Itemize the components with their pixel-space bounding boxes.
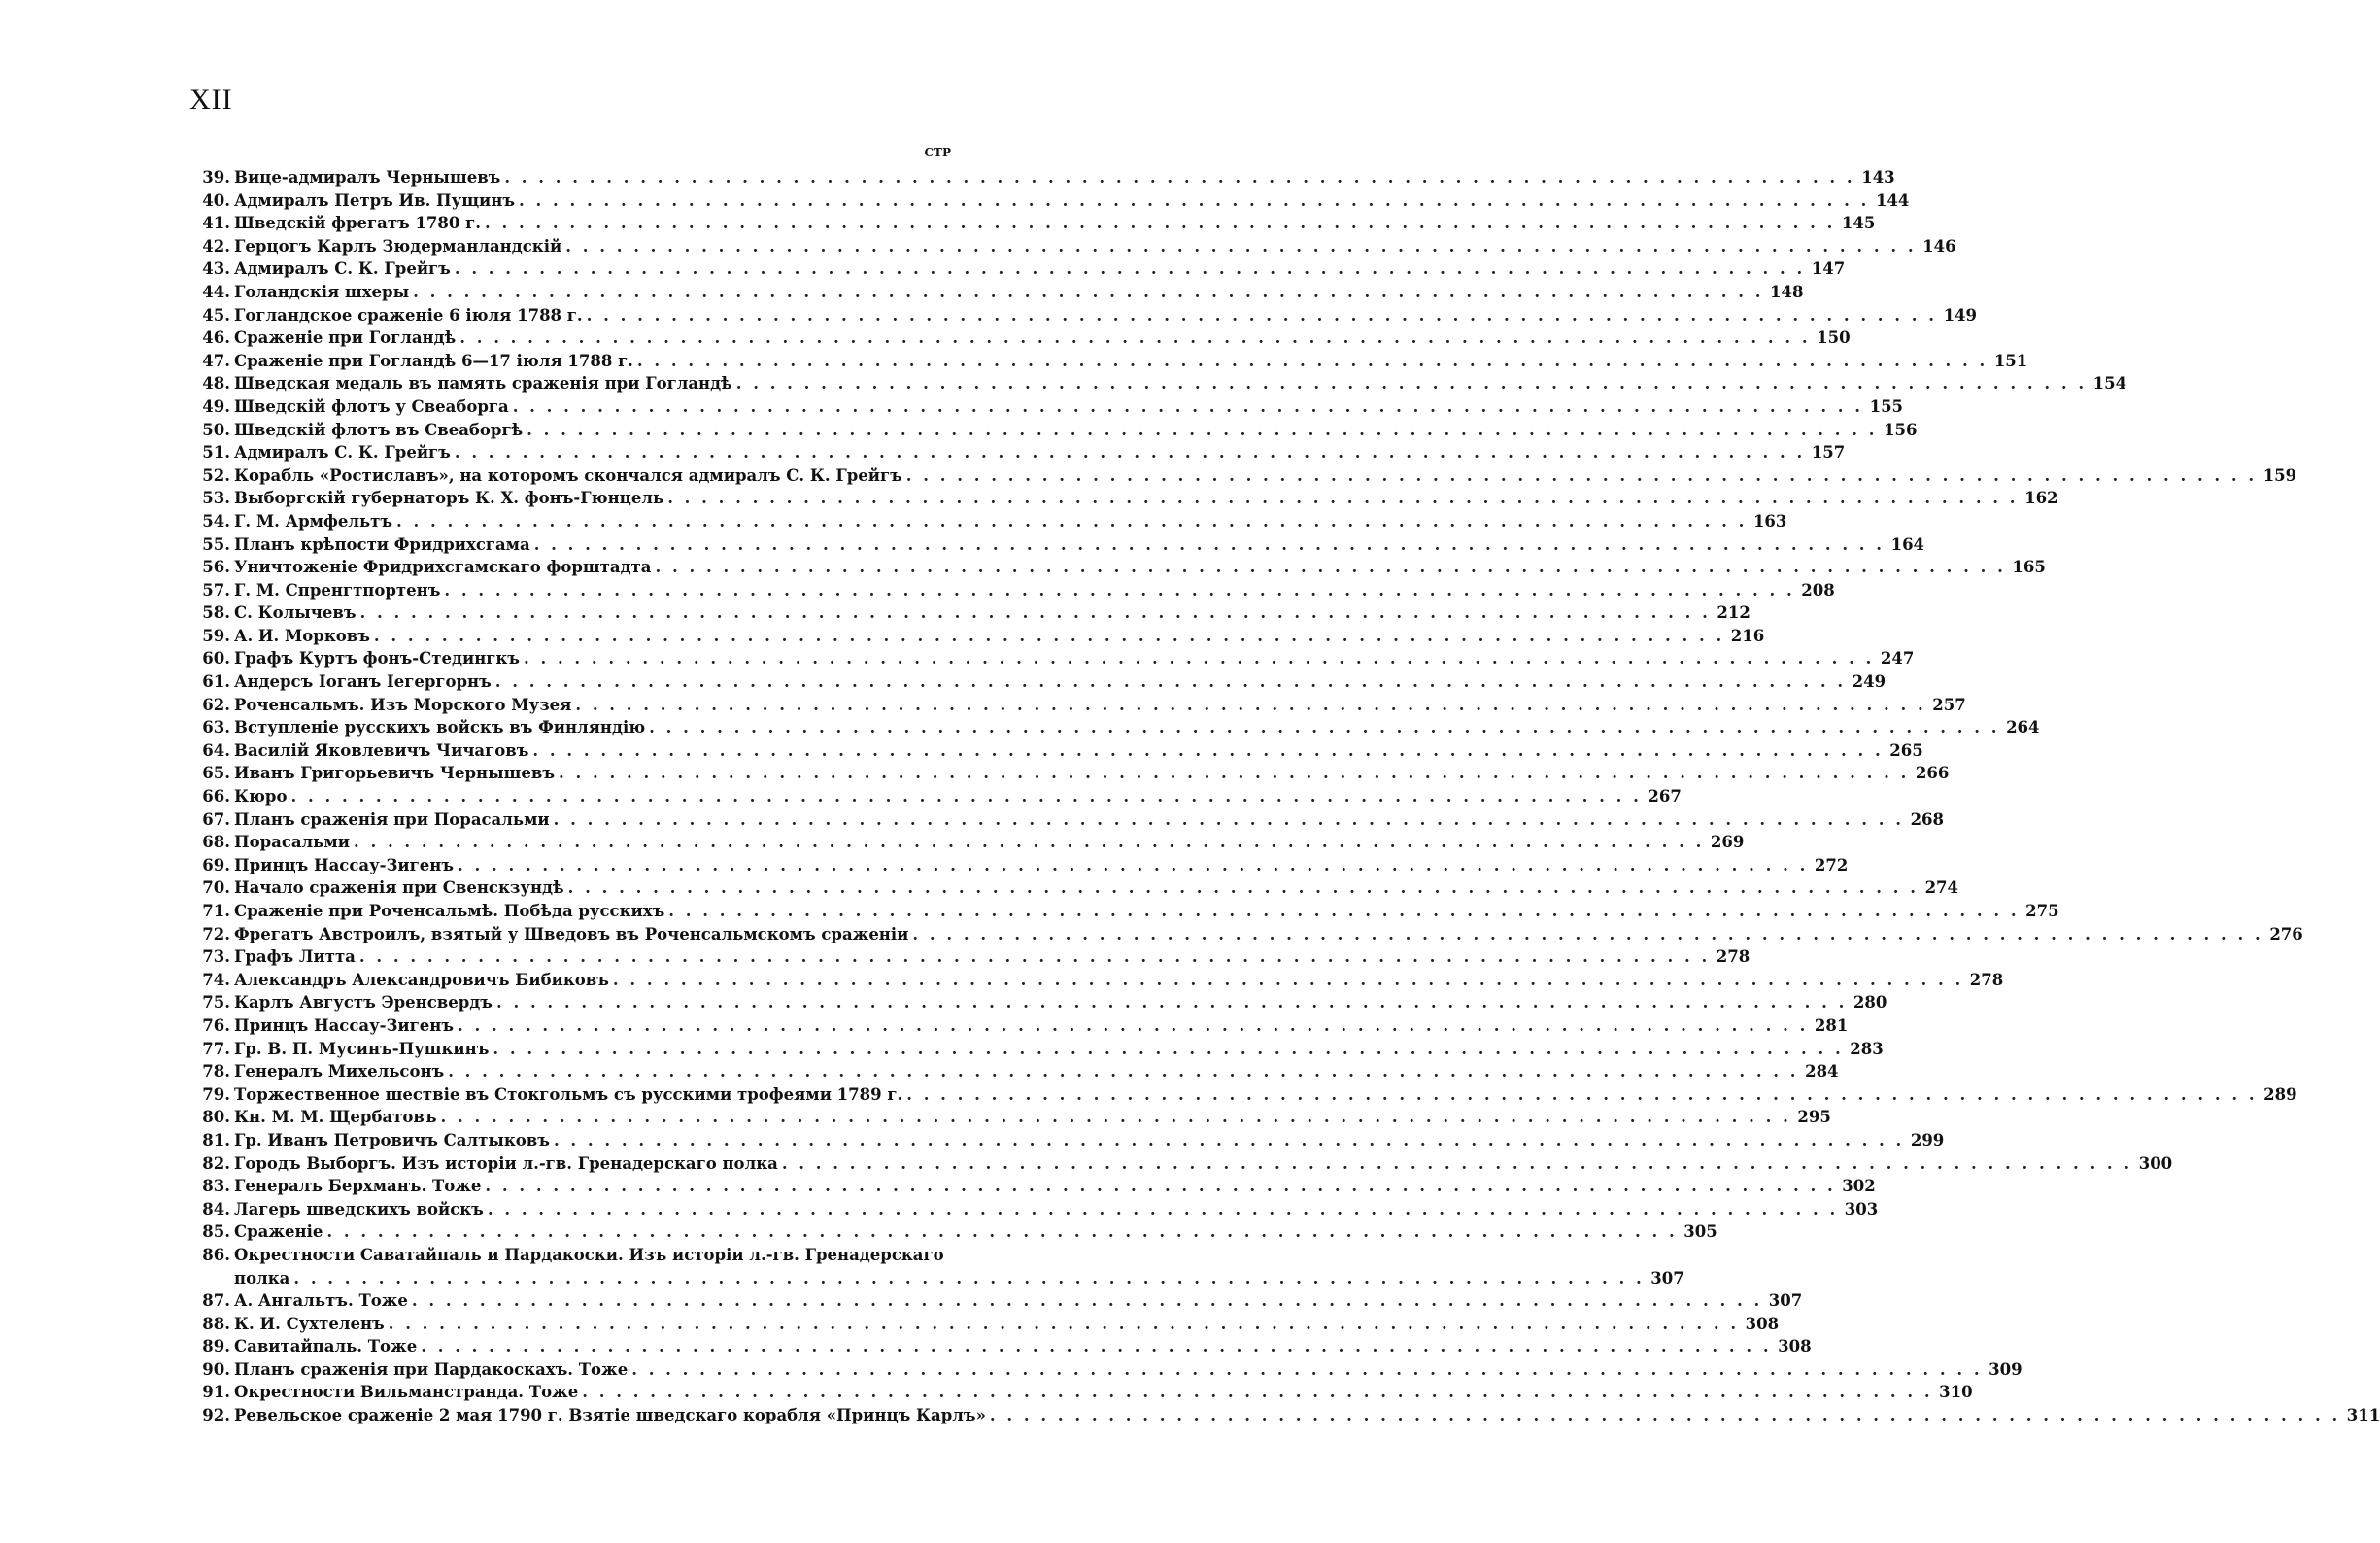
entry-title: Вступленіе русскихъ войскъ въ Финляндію	[234, 718, 646, 737]
leader-dots	[356, 945, 1707, 969]
entry-title: полка	[234, 1268, 290, 1287]
entry-number: 84.	[202, 1199, 230, 1218]
entry-title: Сраженіе при Роченсальмѣ. Побѣда русскихъ	[234, 902, 665, 920]
entry-title: Принцъ Нассау-Зигенъ	[234, 855, 454, 874]
entry-title: Адмиралъ С. К. Грейгъ	[234, 259, 451, 279]
entry-page: 265	[1889, 740, 1923, 760]
toc-entry	[193, 876, 1959, 900]
entry-title: А. Ангальтъ. Тоже	[234, 1291, 408, 1311]
toc-entry	[193, 1335, 1812, 1358]
leader-dots	[370, 625, 1721, 648]
leader-dots	[409, 281, 1760, 304]
toc-entry	[193, 1198, 1879, 1221]
entry-title: Уничтоженіе Фридрихсгамскаго форштадта	[234, 558, 652, 577]
entry-page: 307	[1768, 1291, 1803, 1311]
leader-dots	[902, 464, 2254, 488]
leader-dots	[408, 1289, 1759, 1313]
leader-dots	[515, 189, 1866, 213]
entry-title: Планъ сраженія при Пардакоскахъ. Тоже	[234, 1359, 629, 1379]
leader-dots	[454, 1014, 1805, 1038]
toc-entry	[193, 945, 1751, 969]
entry-number: 62.	[202, 695, 230, 714]
entry-page: 308	[1745, 1314, 1780, 1333]
entry-page: 280	[1853, 993, 1887, 1012]
toc-entry	[193, 189, 1910, 213]
entry-page: 266	[1915, 764, 1950, 783]
leader-dots	[664, 900, 2016, 923]
toc-entry	[193, 1404, 2380, 1427]
leader-dots	[481, 212, 1832, 235]
toc-entry	[193, 739, 1923, 763]
entry-page: 156	[1884, 420, 1918, 439]
toc-entry	[193, 831, 1745, 854]
leader-dots	[437, 1106, 1788, 1129]
toc-entry	[193, 441, 1846, 464]
entry-number: 79.	[202, 1084, 230, 1104]
entry-page: 268	[1910, 809, 1945, 829]
entry-title: Корабль «Ростиславъ», на которомъ скончался адмиралъ С. К. Грейгъ	[234, 465, 902, 485]
entry-page: 284	[1805, 1062, 1839, 1081]
entry-title: Принцъ Нассау-Зигенъ	[234, 1015, 454, 1035]
toc-entry	[193, 487, 2058, 510]
entry-number: 90.	[202, 1359, 230, 1379]
entry-title: Адмиралъ С. К. Грейгъ	[234, 443, 451, 463]
leader-dots	[444, 1060, 1795, 1083]
leader-dots	[550, 1129, 1901, 1152]
toc-entry	[193, 419, 1918, 442]
toc-entry	[193, 281, 1804, 304]
entry-page: 276	[2269, 924, 2303, 943]
toc-entry	[193, 854, 1849, 877]
entry-number: 71.	[202, 902, 230, 920]
entry-page: 151	[1993, 351, 2028, 370]
entry-number: 69.	[202, 855, 230, 874]
entry-page: 275	[2025, 902, 2059, 920]
entry-number: 40.	[202, 190, 230, 210]
entry-number: 88.	[202, 1314, 230, 1333]
entry-title: Кюро	[234, 787, 288, 806]
entry-number: 65.	[202, 764, 230, 783]
entry-number: 42.	[202, 236, 230, 256]
leader-dots	[583, 304, 1934, 327]
toc-entry	[193, 235, 1956, 258]
entry-page: 289	[2263, 1084, 2297, 1104]
entry-number: 80.	[202, 1108, 230, 1127]
entry-title: Выборгскій губернаторъ К. Х. фонъ-Гюнцель	[234, 489, 664, 508]
entry-title: Сраженіе при Гогландѣ	[234, 328, 457, 348]
entry-number: 51.	[202, 443, 230, 463]
toc-entry	[193, 395, 1904, 419]
entry-page: 269	[1710, 833, 1745, 852]
leader-dots	[645, 716, 1996, 739]
entry-number: 92.	[202, 1406, 230, 1425]
entry-number: 45.	[202, 305, 230, 325]
entry-page: 148	[1770, 282, 1804, 301]
toc-entry	[193, 991, 1887, 1014]
entry-number: 66.	[202, 787, 230, 806]
entry-page: 150	[1817, 328, 1851, 348]
entry-title: Вице-адмиралъ Чернышевъ	[234, 168, 501, 187]
toc-entry	[193, 900, 2059, 923]
entry-page: 145	[1841, 214, 1876, 233]
entry-title: Шведскій флотъ у Свеаборга	[234, 396, 509, 416]
leader-dots	[520, 647, 1871, 670]
toc-entry	[193, 969, 2004, 992]
entry-page: 162	[2024, 489, 2058, 508]
leader-dots	[500, 166, 1852, 189]
entry-number: 63.	[202, 718, 230, 737]
page-number: XII	[189, 84, 233, 116]
leader-dots	[633, 350, 1985, 373]
toc-entry	[193, 1220, 1717, 1244]
entry-page: 308	[1778, 1337, 1812, 1356]
leader-dots	[493, 991, 1844, 1014]
leader-dots	[440, 579, 1791, 602]
entry-title: Торжественное шествіе въ Стокгольмъ съ русскими трофеями 1789 г.	[234, 1084, 903, 1104]
leader-dots	[451, 441, 1802, 464]
toc-entry	[193, 304, 1978, 327]
entry-page: 164	[1890, 534, 1925, 554]
leader-dots	[902, 1083, 2254, 1107]
entry-title: Кн. М. М. Щербатовъ	[234, 1108, 437, 1127]
entry-number: 39.	[202, 168, 230, 187]
toc-entry	[193, 1106, 1831, 1129]
entry-page: 249	[1852, 672, 1887, 692]
column-header-page: СТР	[924, 146, 951, 159]
entry-page: 307	[1650, 1268, 1684, 1287]
entry-title: Сраженіе при Гогландѣ 6—17 іюля 1788 г.	[234, 351, 633, 370]
entry-number: 56.	[202, 558, 230, 577]
toc-entry	[193, 923, 2303, 946]
entry-title: К. И. Сухтеленъ	[234, 1314, 385, 1333]
entry-page: 310	[1939, 1383, 1973, 1402]
entry-page: 299	[1910, 1130, 1945, 1149]
entry-number: 82.	[202, 1153, 230, 1173]
entry-number: 61.	[202, 672, 230, 692]
entry-page: 154	[2092, 374, 2127, 394]
leader-dots	[651, 556, 2002, 579]
toc-entry	[193, 533, 1925, 557]
entry-number: 46.	[202, 328, 230, 348]
entry-title: Иванъ Григорьевичъ Чернышевъ	[234, 764, 555, 783]
entry-title: Планъ крѣпости Фридрихсгама	[234, 534, 530, 554]
entry-page: 302	[1842, 1177, 1876, 1196]
entry-title: Голандскія шхеры	[234, 282, 410, 301]
toc-entry	[193, 166, 1895, 189]
entry-title: Андерсъ Іоганъ Іегергорнъ	[234, 672, 492, 692]
toc-entry	[193, 601, 1751, 625]
entry-title: Сраженіе	[234, 1222, 323, 1242]
leader-dots	[628, 1358, 1979, 1382]
entry-page: 144	[1875, 190, 1910, 210]
leader-dots	[732, 372, 2084, 395]
entry-page: 216	[1730, 626, 1765, 645]
entry-number: 48.	[202, 374, 230, 394]
toc-entry	[193, 1358, 2023, 1382]
leader-dots	[392, 510, 1744, 533]
toc-entry	[193, 1175, 1876, 1198]
entry-number: 73.	[202, 947, 230, 967]
entry-page: 208	[1801, 580, 1835, 600]
toc-entry	[193, 808, 1945, 832]
entry-page: 257	[1932, 695, 1966, 714]
toc-entry	[193, 1038, 1884, 1061]
toc-entry	[193, 1083, 2297, 1107]
leader-dots	[484, 1198, 1835, 1221]
entry-number: 70.	[202, 878, 230, 898]
entry-title: Гогландское сраженіе 6 іюля 1788 г.	[234, 305, 583, 325]
toc-entry	[193, 1152, 2173, 1176]
toc-entry	[193, 556, 2046, 579]
entry-number: 75.	[202, 993, 230, 1012]
toc-entry	[193, 1129, 1945, 1152]
leader-dots	[481, 1175, 1832, 1198]
entry-number: 47.	[202, 351, 230, 370]
entry-number: 91.	[202, 1383, 230, 1402]
entry-page: 212	[1717, 603, 1751, 623]
leader-dots	[350, 831, 1701, 854]
entry-title: Городъ Выборгъ. Изъ исторіи л.-гв. Гренадерскаго полка	[234, 1153, 778, 1173]
entry-number: 64.	[202, 740, 230, 760]
entry-number: 58.	[202, 603, 230, 623]
entry-number: 76.	[202, 1015, 230, 1035]
leader-dots	[523, 419, 1874, 442]
toc-entry	[193, 1289, 1803, 1313]
entry-number: 60.	[202, 649, 230, 669]
entry-page: 300	[2138, 1153, 2173, 1173]
toc-entry	[193, 257, 1846, 281]
entry-page: 278	[1969, 970, 2004, 989]
entry-page: 278	[1716, 947, 1751, 967]
entry-title: Карлъ Августъ Эренсвердъ	[234, 993, 493, 1012]
entry-page: 272	[1814, 855, 1849, 874]
entry-number: 55.	[202, 534, 230, 554]
entry-page: 303	[1844, 1199, 1879, 1218]
toc-entry	[193, 1313, 1780, 1336]
entry-page: 146	[1922, 236, 1956, 256]
toc-entry	[193, 1244, 951, 1267]
entry-page: 143	[1861, 168, 1895, 187]
entry-title: Шведская медаль въ память сраженія при Гогландѣ	[234, 374, 732, 394]
leader-dots	[778, 1152, 2129, 1176]
leader-dots	[561, 235, 1913, 258]
entry-page: 157	[1811, 443, 1846, 463]
entry-page: 247	[1880, 649, 1915, 669]
entry-page: 295	[1797, 1108, 1831, 1127]
entry-number: 86.	[202, 1245, 230, 1264]
entry-title: Герцогъ Карлъ Зюдерманландскій	[234, 236, 562, 256]
entry-title: Лагерь шведскихъ войскъ	[234, 1199, 484, 1218]
leader-dots	[489, 1038, 1840, 1061]
entry-title: Александръ Александровичъ Бибиковъ	[234, 970, 609, 989]
leader-dots	[417, 1335, 1768, 1358]
toc-entry	[193, 372, 2127, 395]
entry-number: 72.	[202, 924, 230, 943]
toc-entry	[193, 464, 2297, 488]
entry-number: 54.	[202, 511, 230, 531]
entry-title: Савитайпаль. Тоже	[234, 1337, 418, 1356]
entry-title: Роченсальмъ. Изъ Морского Музея	[234, 695, 572, 714]
entry-number: 77.	[202, 1039, 230, 1058]
entry-page: 147	[1811, 259, 1846, 279]
leader-dots	[555, 762, 1906, 785]
entry-title: Гр. В. П. Мусинъ-Пушкинъ	[234, 1039, 490, 1058]
toc-entry	[193, 716, 2040, 739]
entry-title: Ревельское сраженіе 2 мая 1790 г. Взятіе шведскаго корабля «Принцъ Карлъ»	[234, 1406, 986, 1425]
entry-page: 267	[1648, 787, 1682, 806]
entry-number: 43.	[202, 259, 230, 279]
entry-title: Гр. Иванъ Петровичъ Салтыковъ	[234, 1130, 550, 1149]
leader-dots	[663, 487, 2015, 510]
entry-title: Г. М. Армфельтъ	[234, 511, 393, 531]
entry-number: 87.	[202, 1291, 230, 1311]
entry-number: 57.	[202, 580, 230, 600]
entry-number: 85.	[202, 1222, 230, 1242]
entry-page: 163	[1752, 511, 1787, 531]
leader-dots	[908, 923, 2260, 946]
leader-dots	[385, 1313, 1736, 1336]
entry-number: 59.	[202, 626, 230, 645]
entry-page: 305	[1683, 1222, 1717, 1242]
toc-entry	[193, 350, 2028, 373]
leader-dots	[571, 694, 1922, 717]
leader-dots	[528, 739, 1880, 763]
leader-dots	[357, 601, 1708, 625]
toc-entry	[193, 625, 1765, 648]
leader-dots	[287, 785, 1638, 808]
entry-number: 74.	[202, 970, 230, 989]
entry-number: 81.	[202, 1130, 230, 1149]
toc-entry	[193, 1014, 1849, 1038]
toc-entry	[193, 1381, 1973, 1404]
leader-dots	[492, 670, 1843, 694]
entry-number: 49.	[202, 396, 230, 416]
toc-entry	[193, 670, 1887, 694]
entry-title: Графъ Куртъ фонъ-Стедингкъ	[234, 649, 520, 669]
entry-title: Г. М. Спренгтпортенъ	[234, 580, 441, 600]
entry-title: Шведскій фрегатъ 1780 г.	[234, 214, 481, 233]
leader-dots	[530, 533, 1882, 557]
entry-title: Генералъ Берхманъ. Тоже	[234, 1177, 482, 1196]
leader-dots	[564, 876, 1916, 900]
toc-entry	[193, 212, 1876, 235]
entry-title: Начало сраженія при Свенскзундѣ	[234, 878, 564, 898]
entry-number: 89.	[202, 1337, 230, 1356]
toc-entry	[193, 647, 1915, 670]
entry-page: 274	[1924, 878, 1959, 898]
entry-title: Генералъ Михельсонъ	[234, 1062, 445, 1081]
entry-title: Планъ сраженія при Порасальми	[234, 809, 550, 829]
leader-dots	[550, 808, 1901, 832]
entry-number: 68.	[202, 833, 230, 852]
entry-number: 52.	[202, 465, 230, 485]
leader-dots	[289, 1267, 1641, 1290]
entry-page: 155	[1869, 396, 1904, 416]
entry-page: 159	[2262, 465, 2297, 485]
toc-entry	[193, 579, 1835, 602]
leader-dots	[986, 1404, 2337, 1427]
leader-dots	[578, 1381, 1929, 1404]
entry-title: Окрестности Саватайпаль и Пардакоски. Изъ исторіи л.-гв. Гренадерскаго	[234, 1245, 944, 1264]
toc-entry	[193, 785, 1682, 808]
toc-entry	[193, 762, 1950, 785]
entry-number: 67.	[202, 809, 230, 829]
entry-number: 83.	[202, 1177, 230, 1196]
leader-dots	[454, 854, 1805, 877]
entry-title: Графъ Литта	[234, 947, 356, 967]
toc-entry	[193, 1060, 1839, 1083]
entry-page: 264	[2006, 718, 2040, 737]
table-of-contents	[193, 166, 2380, 1427]
toc-entry	[193, 694, 1966, 717]
entry-number: 50.	[202, 420, 230, 439]
entry-title: Адмиралъ Петръ Ив. Пущинъ	[234, 190, 516, 210]
entry-title: Шведскій флотъ въ Свеаборгѣ	[234, 420, 524, 439]
leader-dots	[609, 969, 1960, 992]
entry-page: 149	[1943, 305, 1978, 325]
toc-entry	[193, 326, 1851, 350]
toc-entry	[193, 510, 1787, 533]
entry-title: А. И. Морковъ	[234, 626, 370, 645]
entry-title: С. Колычевъ	[234, 603, 357, 623]
entry-title: Порасальми	[234, 833, 350, 852]
entry-page: 309	[1989, 1359, 2023, 1379]
entry-title: Василій Яковлевичъ Чичаговъ	[234, 740, 529, 760]
entry-title: Фрегатъ Австроилъ, взятый у Шведовъ въ Роченсальмскомъ сраженіи	[234, 924, 909, 943]
entry-page: 311	[2346, 1406, 2380, 1425]
leader-dots	[323, 1220, 1674, 1244]
toc-entry-continuation	[193, 1267, 1684, 1290]
entry-number: 41.	[202, 214, 230, 233]
leader-dots	[509, 395, 1860, 419]
entry-page: 283	[1850, 1039, 1884, 1058]
entry-number: 44.	[202, 282, 230, 301]
entry-page: 281	[1814, 1015, 1849, 1035]
entry-number: 53.	[202, 489, 230, 508]
leader-dots	[451, 257, 1802, 281]
entry-title: Окрестности Вильманстранда. Тоже	[234, 1383, 579, 1402]
leader-dots	[456, 326, 1807, 350]
entry-page: 165	[2012, 558, 2046, 577]
entry-number: 78.	[202, 1062, 230, 1081]
